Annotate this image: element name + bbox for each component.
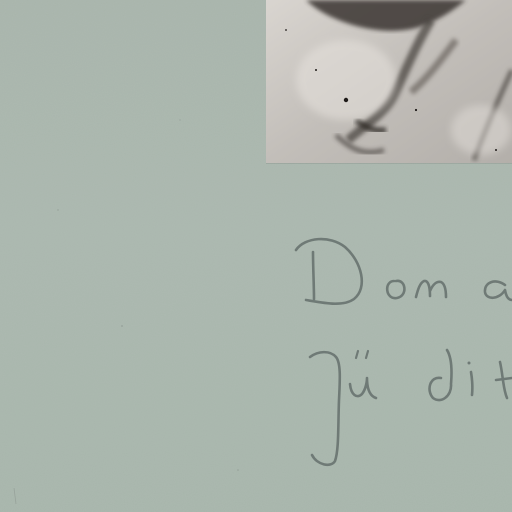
inscription-line-2 [0, 0, 1, 1]
inscription-line-1 [0, 0, 1, 1]
photograph [266, 0, 512, 163]
